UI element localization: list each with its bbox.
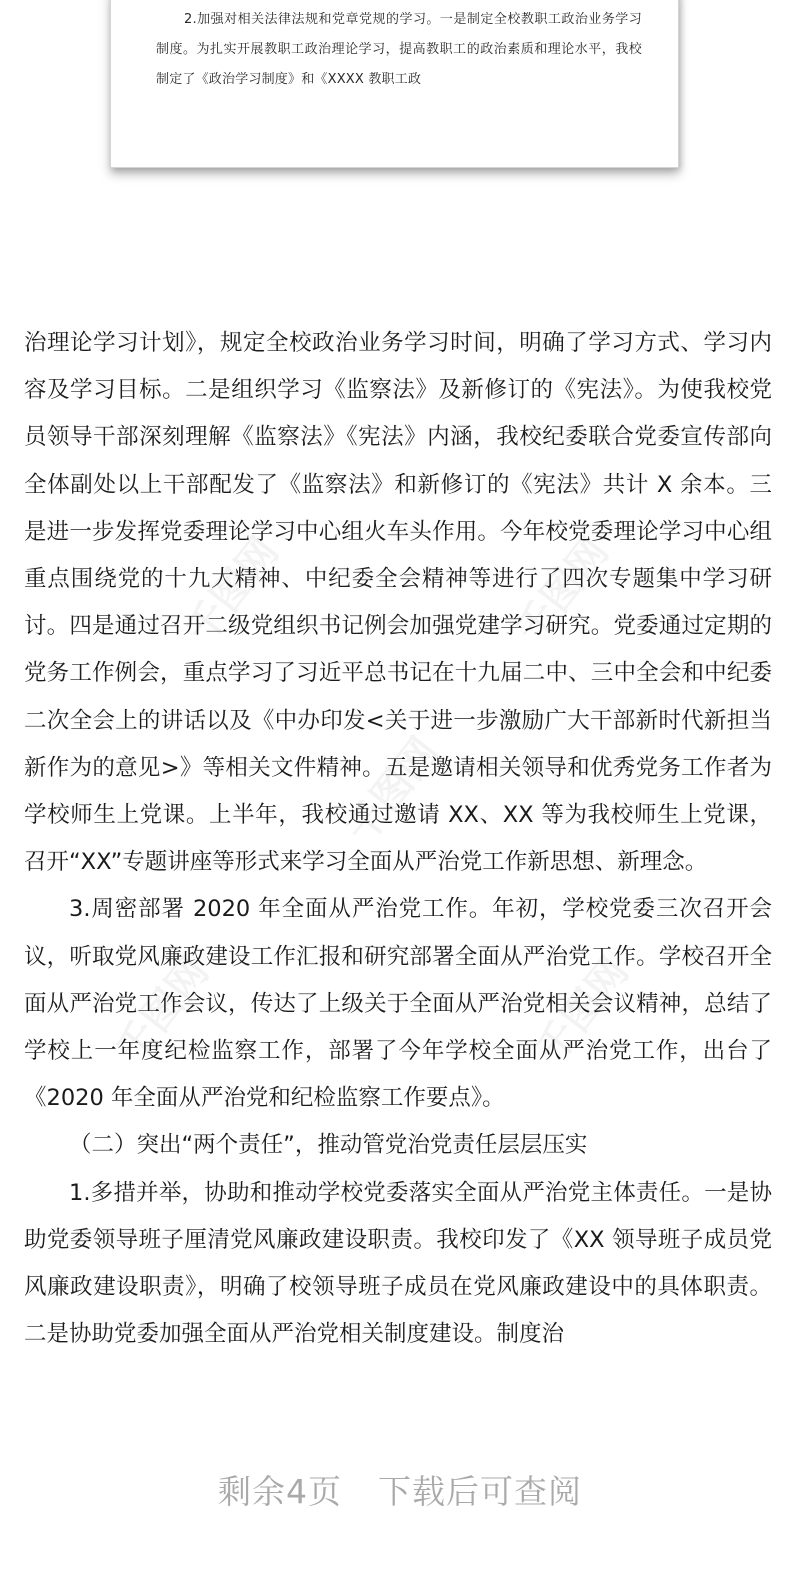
- body-paragraph: 治理论学习计划》，规定全校政治业务学习时间，明确了学习方式、学习内容及学习目标。二是组织学习《监察法》及新修订的《宪法》。为使我校党员领导干部深刻理解《监察法》《宪法》内涵，我校纪委联合党委宣传部向全体副处以上干部配发了《监察法》和新修订的《宪法》共计 X 余本。三是进一步发挥党委理论学习中心组火车头作用。今年校党委理论学习中心组重点围绕党的十九大精神、中纪委全会精神等进行了四次专题集中学习研讨。四是通过召开二级党组织书记例会加强党建学习研究。党委通过定期的党务工作例会，重点学习了习近平总书记在十九届二中、三中全会和中纪委二次全会上的讲话以及《中办印发<关于进一步激励广大干部新时代新担当新作为的意见>》等相关文件精神。五是邀请相关领导和优秀党务工作者为学校师生上党课。上半年，我校通过邀请 XX、XX 等为我校师生上党课，召开“XX”专题讲座等形式来学习全面从严治党工作新思想、新理念。: [24, 330, 772, 876]
- download-to-view-label: 下载后可查阅: [378, 1472, 582, 1511]
- watermark: 千图网: [177, 529, 288, 653]
- section-heading: （二）突出“两个责任”，推动管党治党责任层层压实: [69, 1132, 588, 1159]
- previous-page-preview-card: [110, 0, 679, 168]
- watermark: 千图网: [527, 949, 638, 1073]
- watermark: 千图网: [507, 529, 618, 653]
- watermark: 千图网: [337, 729, 448, 853]
- download-prompt[interactable]: [0, 1466, 800, 1513]
- body-paragraph: 3.周密部署 2020 年全面从严治党工作。年初，学校党委三次召开会议，听取党风廉政建设工作汇报和研究部署全面从严治党工作。学校召开全面从严治党工作会议，传达了上级关于全面从严治党相关会议精神，总结了学校上一年度纪检监察工作，部署了今年学校全面从严治党工作，出台了《2020 年全面从严治党和纪检监察工作要点》。: [24, 896, 772, 1112]
- document-body: [24, 320, 772, 1358]
- body-paragraph: 1.多措并举，协助和推动学校党委落实全面从严治党主体责任。一是协助党委领导班子厘清党风廉政建设职责。我校印发了《XX 领导班子成员党风廉政建设职责》，明确了校领导班子成员在党风廉政建设中的具体职责。二是协助党委加强全面从严治党相关制度建设。制度治: [24, 1179, 772, 1348]
- preview-paragraph: 2.加强对相关法律法规和党章党规的学习。一是制定全校教职工政治业务学习制度。为扎实开展教职工政治理论学习，提高教职工的政治素质和理论水平，我校制定了《政治学习制度》和《XXXX 教职工政: [156, 12, 642, 87]
- remaining-pages-label: 剩余4页: [218, 1472, 342, 1511]
- preview-text: [156, 5, 642, 95]
- watermark: 千图网: [107, 949, 218, 1073]
